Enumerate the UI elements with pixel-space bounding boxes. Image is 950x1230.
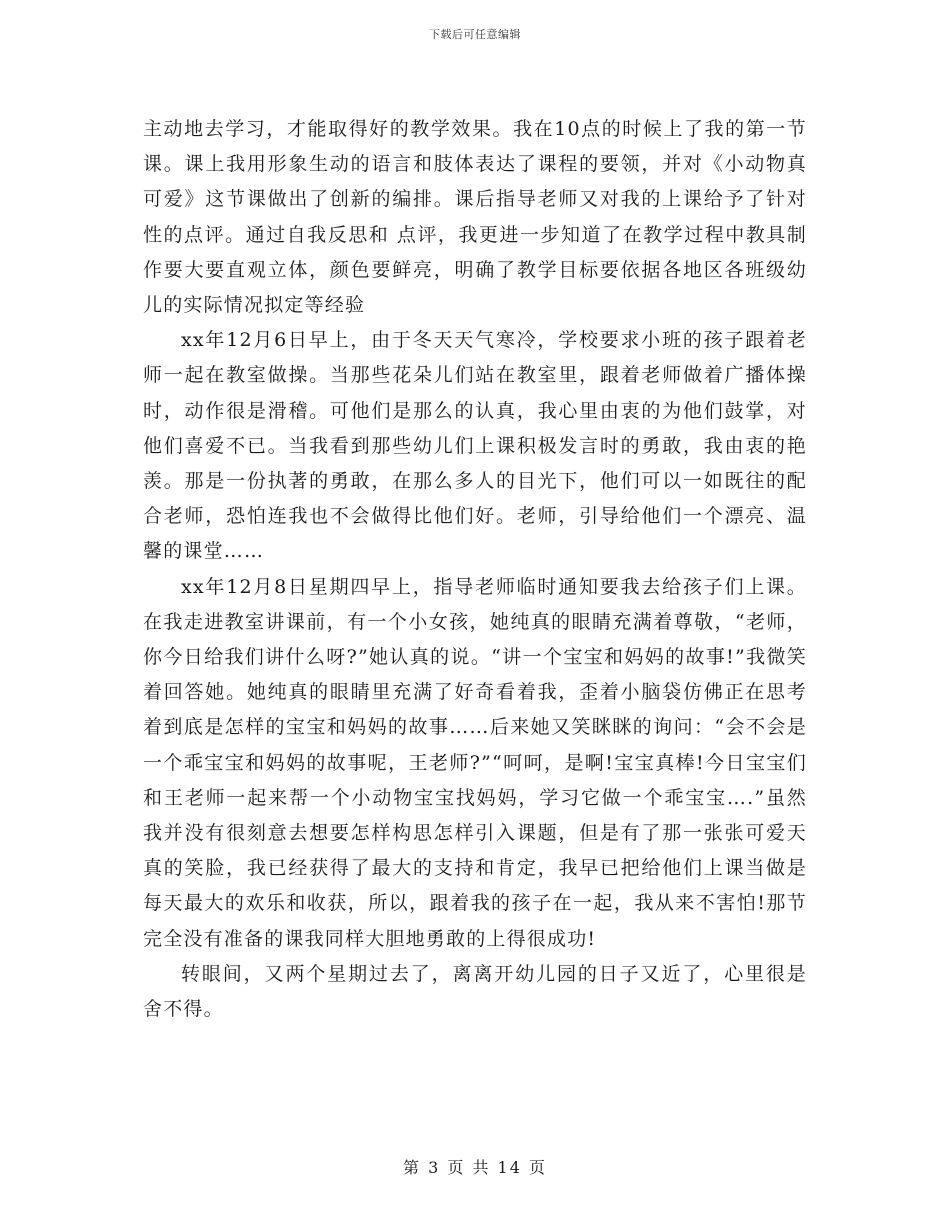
page-header: 下载后可任意编辑 [429,28,521,41]
paragraph-4: 转眼间，又两个星期过去了，离离开幼儿园的日子又近了，心里很是舍不得。 [143,962,807,1021]
paragraph-3: xx年12月8日星期四早上，指导老师临时通知要我去给孩子们上课。在我走进教室讲课前，有一个小女孩，她纯真的眼睛充满着尊敬，“老师，你今日给我们讲什么呀?”她认真的说。“讲一个宝宝和妈妈的故事!”我微笑着回答她。她纯真的眼睛里充满了好奇看着我，歪着小脑袋仿佛正在思考着到底是怎样的宝宝和妈妈的故事……后来她又笑眯眯的询问：“会不会是一个乖宝宝和妈妈的故事呢，王老师?”“呵呵，是啊!宝宝真棒!今日宝宝们和王老师一起来帮一个小动物宝宝找妈妈，学习它做一个乖宝宝….”虽然我并没有很刻意去想要怎样构思怎样引入课题，但是有了那一张张可爱天真的笑脸，我已经获得了最大的支持和肯定，我早已把给他们上课当做是每天最大的欢乐和收获，所以，跟着我的孩子在一起，我从来不害怕!那节完全没有准备的课我同样大胆地勇敢的上得很成功! [143,575,807,950]
page-number-footer: 第 3 页 共 14 页 [403,1158,547,1177]
paragraph-1: 主动地去学习，才能取得好的教学效果。我在10点的时候上了我的第一节课。课上我用形象生动的语言和肢体表达了课程的要领，并对《小动物真可爱》这节课做出了创新的编排。课后指导老师又对我的上课给予了针对性的点评。通过自我反思和 点评，我更进一步知道了在教学过程中教具制作要大要直观立体，颜色要鲜亮，明确了教学目标要依据各地区各班级幼儿的实际情况拟定等经验 [143,118,807,317]
document-body [143,112,807,1027]
paragraph-2: xx年12月6日早上，由于冬天天气寒冷，学校要求小班的孩子跟着老师一起在教室做操。当那些花朵儿们站在教室里，跟着老师做着广播体操时，动作很是滑稽。可他们是那么的认真，我心里由衷的为他们鼓掌，对他们喜爱不已。当我看到那些幼儿们上课积极发言时的勇敢，我由衷的艳羡。那是一份执著的勇敢，在那么多人的目光下，他们可以一如既往的配合老师，恐怕连我也不会做得比他们好。老师，引导给他们一个漂亮、温馨的课堂…… [143,329,807,563]
